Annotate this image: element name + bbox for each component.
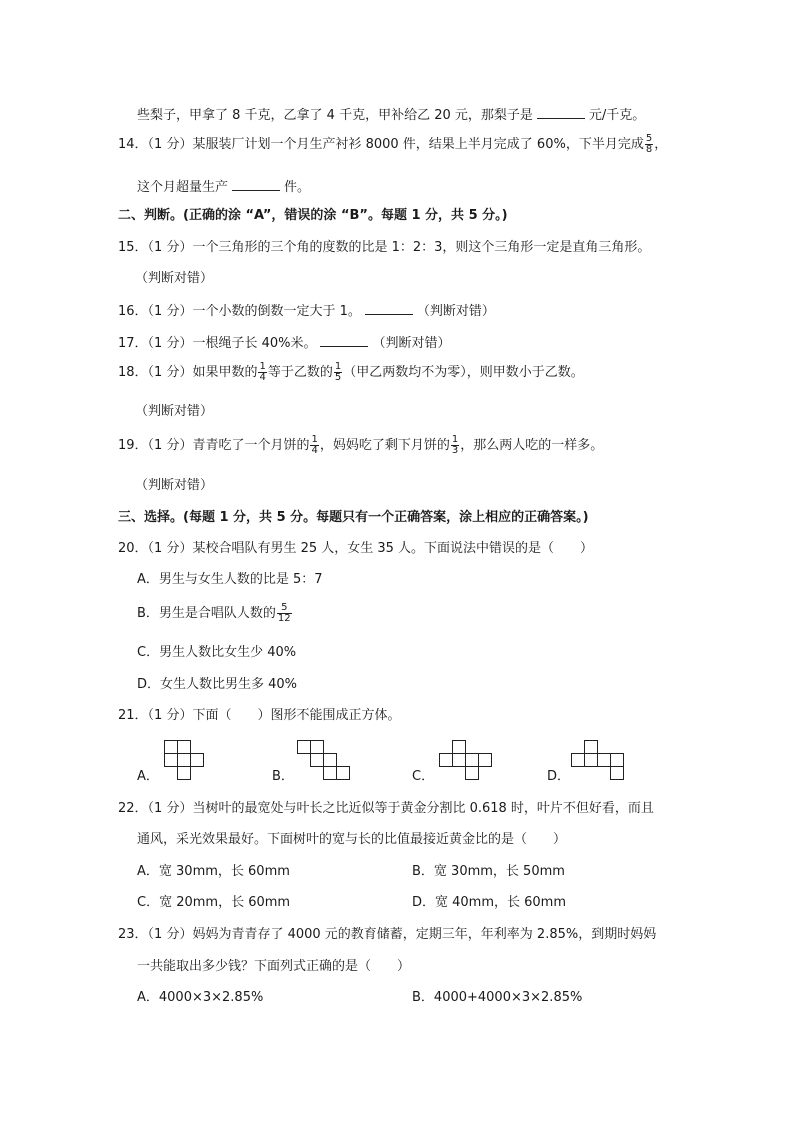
q21-stem: 21．（1 分）下面（ ）图形不能围成正方体。 [118,708,401,723]
q14-blank [232,178,280,191]
q19-text-c: ，那么两人吃的一样多。 [460,438,604,453]
q18-fraction-2: $\frac{1}{5}$ [334,361,342,383]
q15-line1: 15．（1 分）一个三角形的三个角的度数的比是 1：2：3，则这个三角形一定是直角三角形。 [118,240,651,255]
q17-blank [320,334,368,347]
q20-stem: 20．（1 分）某校合唱队有男生 25 人，女生 35 人。下面说法中错误的是（ ） [118,541,594,556]
q18-line1 [118,362,584,383]
q19-fraction-1: $\frac{1}{4}$ [311,434,318,456]
q19-fraction-2: $\frac{1}{3}$ [451,434,459,456]
q20-option-b[interactable] [137,603,293,624]
q13-continuation [137,106,645,122]
q23-stem-line2: 一共能取出多少钱？下面列式正确的是（ ） [137,959,411,974]
q20-option-d[interactable]: D．女生人数比男生多 40% [137,677,298,692]
q22-stem-line1: 22．（1 分）当树叶的最宽处与叶长之比近似等于黄金分割比 0.618 时，叶片不但好看，而且 [118,801,654,816]
q23-option-a[interactable]: A．4000×3×2.85% [137,990,264,1005]
section-2-title: 二、判断。(正确的涂 “A”，错误的涂 “B”。每题 1 分，共 5 分。) [118,208,508,223]
q22-option-a[interactable]: A．宽 30mm，长 60mm [137,864,290,879]
q22-option-c[interactable]: C．宽 20mm，长 60mm [137,895,291,910]
cube-net-b-figure [297,740,351,780]
q22-option-d[interactable]: D．宽 40mm，长 60mm [412,895,567,910]
q17-text: 17．（1 分）一根绳子长 40%米。 [118,336,317,351]
q22-stem-line2: 通风，采光效果最好。下面树叶的宽与长的比值最接近黄金比的是（ ） [137,832,567,847]
q18-tail: （判断对错） [135,404,214,419]
q16 [118,302,495,318]
q22-option-b[interactable]: B．宽 30mm，长 50mm [412,864,565,879]
q21-option-b-label[interactable]: B． [272,769,294,784]
q16-tail: （判断对错） [416,304,495,319]
q13-blank [537,106,585,119]
q14-fraction: $\frac{5}{8}$ [645,133,653,155]
q20-option-c[interactable]: C．男生人数比女生少 40% [137,645,297,660]
q18-fraction-1: $\frac{1}{4}$ [259,361,266,383]
q20-option-a[interactable]: A．男生与女生人数的比是 5：7 [137,572,323,587]
q14-line1 [118,134,667,155]
cube-net-d-figure [571,740,625,780]
q23-option-b[interactable]: B．4000+4000×3×2.85% [412,990,583,1005]
cube-net-a-figure [164,740,204,780]
q18-text-b: 等于乙数的 [267,365,333,380]
q16-text: 16．（1 分）一个小数的倒数一定大于 1。 [118,304,361,319]
q14-text-a: 14．（1 分）某服装厂计划一个月生产衬衫 8000 件，结果上半月完成了 60%，下半月完成 [118,137,644,152]
q14-line2 [137,178,310,194]
q19-text-b: ，妈妈吃了剩下月饼的 [319,438,450,453]
q21-option-a-label[interactable]: A． [137,769,159,784]
cube-net-c-figure [439,740,493,780]
q17 [118,334,451,350]
q21-option-d-label[interactable]: D． [547,769,571,784]
q16-blank [365,302,413,315]
q23-stem-line1: 23．（1 分）妈妈为青青存了 4000 元的教育储蓄，定期三年，年利率为 2.85%，到期时妈妈 [118,927,657,942]
q13-text-b: 元/千克。 [588,108,646,123]
q19-tail: （判断对错） [135,478,214,493]
q20-option-b-fraction: $\frac{5}{12}$ [277,602,291,624]
q20-option-b-text: B．男生是合唱队人数的 [137,606,276,621]
q17-tail: （判断对错） [372,336,451,351]
q19-line1 [118,435,603,456]
q21-option-c-label[interactable]: C． [412,769,435,784]
q19-text-a: 19．（1 分）青青吃了一个月饼的 [118,438,310,453]
q14-line2-a: 这个月超量生产 [137,180,229,195]
q14-text-b: ， [654,137,668,152]
q18-text-a: 18．（1 分）如果甲数的 [118,365,258,380]
q14-line2-b: 件。 [284,180,311,195]
section-3-title: 三、选择。(每题 1 分，共 5 分。每题只有一个正确答案，涂上相应的正确答案。) [118,510,589,525]
q18-text-c: （甲乙两数均不为零），则甲数小于乙数。 [343,365,584,380]
q15-tail: （判断对错） [135,271,214,286]
q13-text-a: 些梨子，甲拿了 8 千克，乙拿了 4 千克，甲补给乙 20 元，那梨子是 [137,108,533,123]
